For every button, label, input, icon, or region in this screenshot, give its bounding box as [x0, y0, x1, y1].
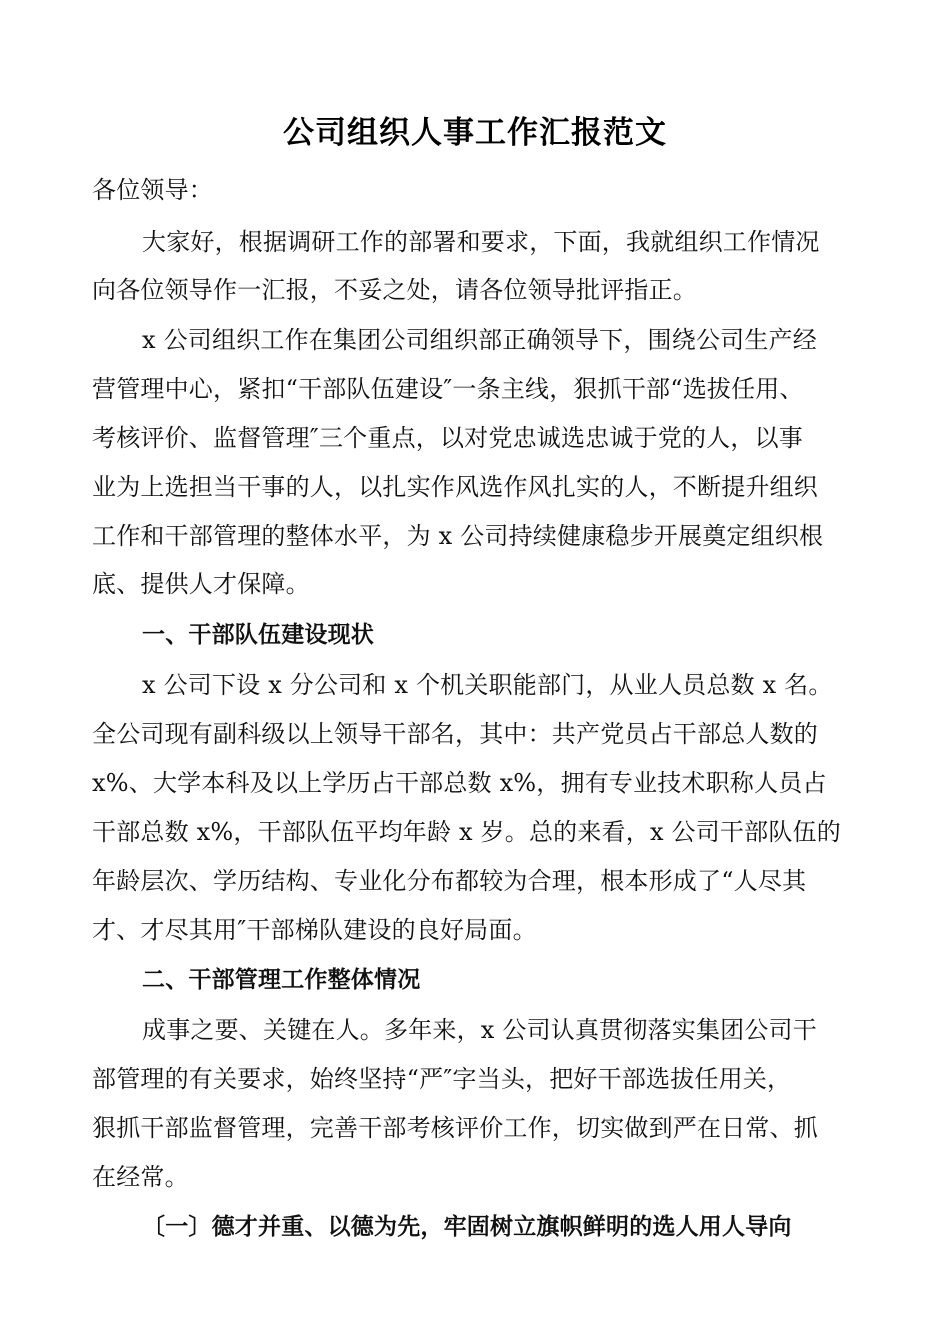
- section-2-line-3: 狠抓干部监督管理，完善干部考核评价工作，切实做到严在日常、抓: [92, 1114, 818, 1142]
- section-2-line-4: 在经常。: [92, 1163, 189, 1191]
- section-1-line-6: 才、才尽其用″干部梯队建设的良好局面。: [92, 916, 537, 944]
- document-title: 公司组织人事工作汇报范文: [283, 115, 667, 151]
- overview-line-4: 业为上选担当干事的人，以扎实作风选作风扎实的人，不断提升组织: [92, 473, 818, 501]
- section-1-line-1: x 公司下设 x 分公司和 x 个机关职能部门，从业人员总数 x 名。: [142, 671, 833, 699]
- section-1-line-4: 干部总数 x%，干部队伍平均年龄 x 岁。总的来看，x 公司干部队伍的: [92, 818, 841, 846]
- intro-line-2: 向各位领导作一汇报，不妥之处，请各位领导批评指正。: [92, 276, 697, 304]
- overview-line-5: 工作和干部管理的整体水平，为 x 公司持续健康稳步开展奠定组织根: [92, 522, 824, 550]
- section-2-line-1: 成事之要、关键在人。多年来，x 公司认真贯彻落实集团公司干: [142, 1016, 817, 1044]
- section-1-line-2: 全公司现有副科级以上领导干部名，其中：共产党员占干部总人数的: [92, 720, 818, 748]
- intro-line-1: 大家好，根据调研工作的部署和要求，下面，我就组织工作情况: [142, 228, 820, 256]
- salutation: 各位领导：: [92, 176, 213, 204]
- section-1-line-3: x%、大学本科及以上学历占干部总数 x%，拥有专业技术职称人员占: [92, 769, 827, 797]
- section-2-line-2: 部管理的有关要求，始终坚持“严″字当头，把好干部选拔任用关，: [92, 1065, 792, 1093]
- subsection-1-heading: 〔一〕德才并重、以德为先，牢固树立旗帜鲜明的选人用人导向: [142, 1214, 792, 1240]
- overview-line-2: 营管理中心，紧扣“干部队伍建设″一条主线，狠抓干部“选拔任用、: [92, 375, 804, 403]
- section-1-heading: 一、干部队伍建设现状: [142, 622, 374, 648]
- overview-line-6: 底、提供人才保障。: [92, 570, 310, 598]
- overview-line-3: 考核评价、监督管理″三个重点，以对党忠诚选忠诚于党的人，以事: [92, 424, 803, 452]
- section-1-line-5: 年龄层次、学历结构、专业化分布都较为合理，根本形成了“人尽其: [92, 867, 807, 895]
- overview-line-1: x 公司组织工作在集团公司组织部正确领导下，围绕公司生产经: [142, 326, 817, 354]
- section-2-heading: 二、干部管理工作整体情况: [142, 967, 421, 993]
